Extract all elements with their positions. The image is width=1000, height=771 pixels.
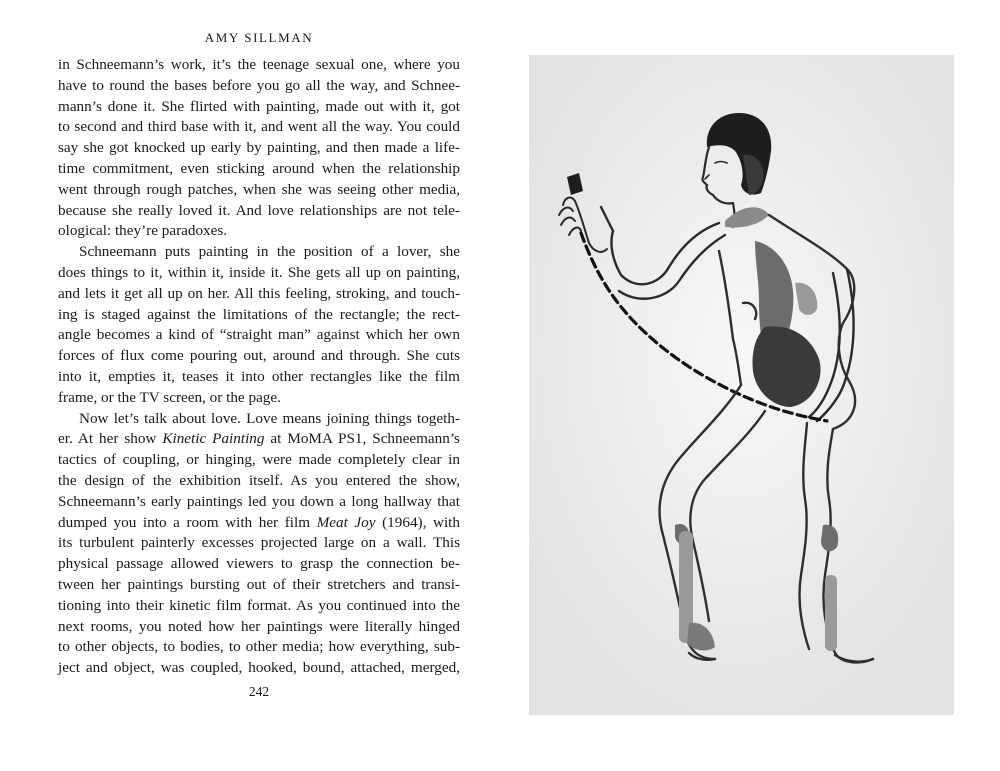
text-line: frame, or the TV screen, or the page.	[58, 388, 281, 406]
text-line: forces of flux come pouring out, around and through. She cuts	[58, 347, 460, 365]
body-text	[58, 55, 460, 679]
text-line: say she got knocked up early by painting, and then made a life-	[58, 139, 460, 157]
text-line: next rooms, you noted how her paintings were literally hinged	[58, 617, 460, 635]
page-number: 242	[248, 684, 270, 699]
paragraph	[58, 409, 460, 679]
text-line: into it, empties it, teases it into other rectangles like the film	[58, 367, 460, 385]
text-line: er. At her show Kinetic Painting at MoMA PS1, Schneemann’s	[58, 430, 460, 448]
text-line: because she really loved it. And love relationships are not tele-	[58, 201, 460, 219]
text-line: Schneemann puts painting in the position of a lover, she	[79, 243, 460, 261]
text-line: ing is staged against the limitations of the rectangle; the rect-	[58, 305, 460, 323]
text-line: dumped you into a room with her film Meat Joy (1964), with	[58, 513, 460, 531]
paragraph	[58, 242, 460, 408]
text-line: tactics of coupling, or hinging, were made completely clear in	[58, 451, 460, 469]
text-line: time commitment, even sticking around when the relationship	[58, 159, 460, 177]
text-line: tioning into their kinetic film format. As you continued into the	[58, 596, 460, 614]
text-line: does things to it, within it, inside it. She gets all up on painting,	[58, 263, 460, 281]
text-line: its turbulent painterly excesses projected large on a wall. This	[58, 534, 460, 552]
text-line: went through rough patches, when she was seeing other media,	[58, 180, 460, 198]
text-line: to other objects, to bodies, to other media; how everything, sub-	[58, 638, 460, 656]
running-head: AMY SILLMAN	[204, 30, 314, 45]
text-line: have to round the bases before you go all the way, and Schnee-	[58, 76, 460, 94]
text-line: ject and object, was coupled, hooked, bound, attached, merged,	[58, 659, 460, 677]
figure-drawing	[529, 55, 954, 715]
text-line: mann’s done it. She flirted with painting, made out with it, got	[58, 97, 460, 115]
text-line: tween her paintings bursting out of their stretchers and transi-	[58, 575, 460, 593]
text-line: in Schneemann’s work, it’s the teenage sexual one, where you	[58, 56, 460, 73]
text-line: angle becomes a kind of “straight man” against which her own	[58, 326, 460, 344]
text-line: to second and third base with it, and went all the way. You could	[58, 118, 460, 136]
text-line: Schneemann’s early paintings led you down a long hallway that	[58, 492, 460, 510]
text-line: the design of the exhibition itself. As you entered the show,	[58, 471, 460, 489]
paragraph	[58, 55, 460, 242]
text-line: physical passage allowed viewers to grasp the connection be-	[58, 555, 460, 573]
text-line: Now let’s talk about love. Love means joining things togeth-	[79, 409, 460, 427]
text-line: ological: they’re paradoxes.	[58, 222, 228, 240]
illustration-plate	[529, 55, 954, 715]
text-line: and lets it get all up on her. All this feeling, stroking, and touch-	[58, 284, 460, 302]
